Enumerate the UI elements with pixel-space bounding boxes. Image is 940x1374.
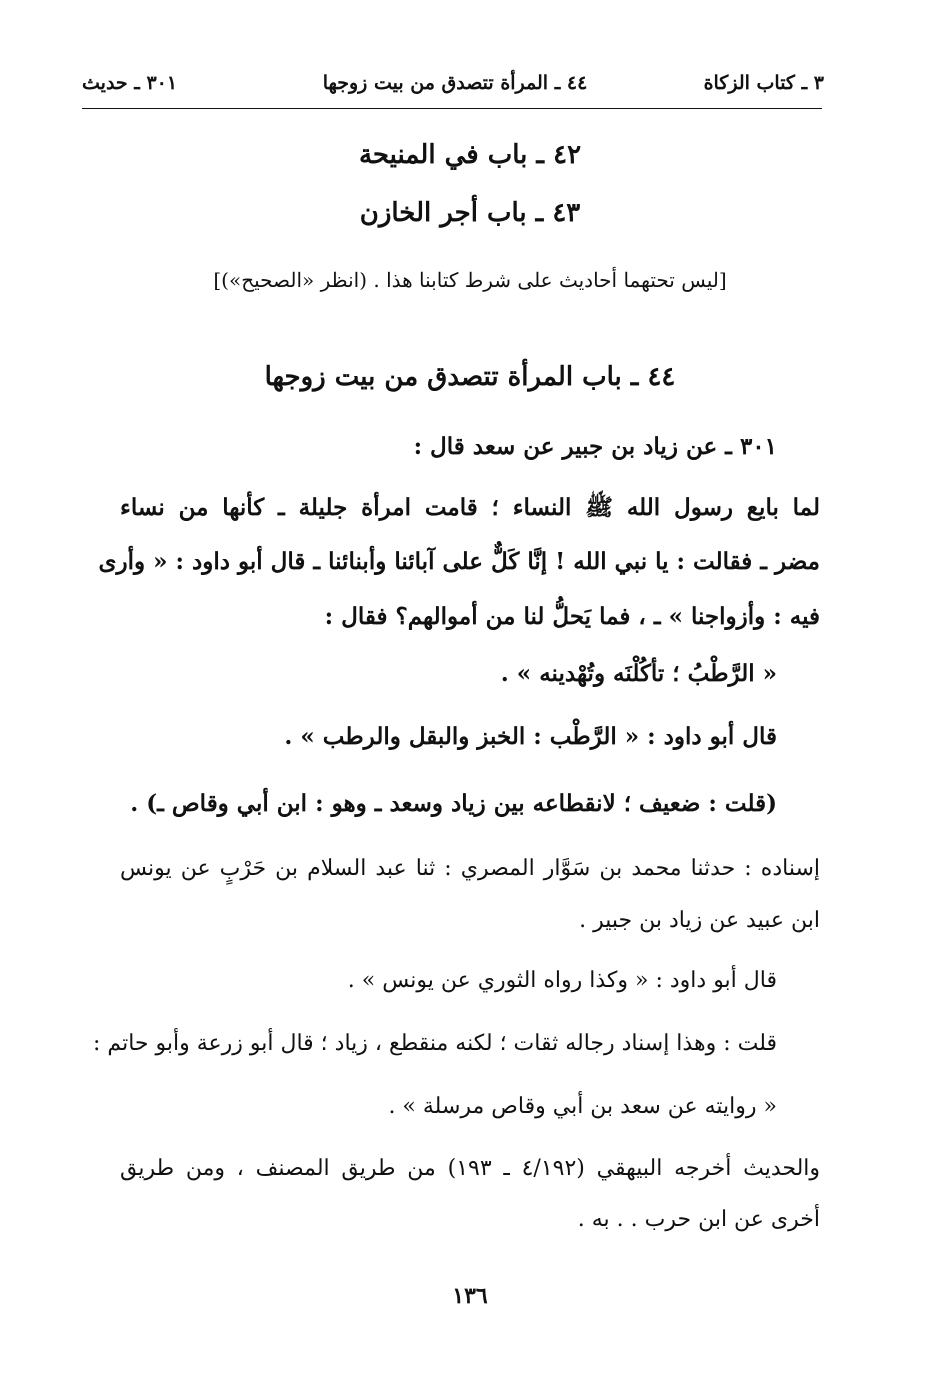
commentary-line: أخرى عن ابن حرب . . به .	[577, 1207, 820, 1232]
commentary-line: قال أبو داود : « وكذا رواه الثوري عن يونس » .	[347, 968, 777, 993]
chapter-44-title: ٤٤ ـ باب المرأة تتصدق من بيت زوجها	[264, 362, 676, 392]
header-book-title: ٣ ـ كتاب الزكاة	[703, 72, 824, 94]
header-chapter-title: ٤٤ ـ المرأة تتصدق من بيت زوجها	[322, 72, 588, 94]
commentary-line: والحديث أخرجه البيهقي (٤/١٩٢ ـ ١٩٣) من طريق المصنف ، ومن طريق	[120, 1156, 821, 1181]
hadith-grading: (قلت : ضعيف ؛ لانقطاعه بين زياد وسعد ـ وهو : ابن أبي وقاص ـ) .	[130, 790, 777, 817]
hadith-line: فيه : وأزواجنا » ـ ، فما يَحلُّ لنا من أموالهم؟ فقال :	[324, 603, 820, 630]
chapter-42-title: ٤٢ ـ باب في المنيحة	[358, 140, 582, 170]
commentary-line: ابن عبيد عن زياد بن جبير .	[579, 908, 820, 933]
hadith-abu-dawud-note: قال أبو داود : « الرَّطْب : الخبز والبقل والرطب » .	[284, 723, 777, 750]
hadith-heading: ٣٠١ ـ عن زياد بن جبير عن سعد قال :	[413, 433, 777, 460]
commentary-line: « روايته عن سعد بن أبي وقاص مرسلة » .	[388, 1094, 777, 1119]
header-divider	[82, 108, 822, 109]
header-hadith-number: ٣٠١ ـ حديث	[82, 72, 178, 94]
hadith-line: لما بايع رسول الله ﷺ النساء ؛ قامت امرأة جليلة ـ كأنها من نساء	[120, 494, 820, 521]
commentary-line: إسناده : حدثنا محمد بن سَوَّار المصري : ثنا عبد السلام بن حَرْبٍ عن يونس	[120, 856, 820, 881]
commentary-line: قلت : وهذا إسناد رجاله ثقات ؛ لكنه منقطع ، زياد ؛ قال أبو زرعة وأبو حاتم :	[93, 1031, 777, 1056]
page-number: ١٣٦	[452, 1283, 488, 1309]
hadith-quote: « الرَّطْبُ ؛ تأكُلْنَه وتُهْدينه » .	[500, 660, 777, 687]
chapters-note: [ليس تحتهما أحاديث على شرط كتابنا هذا . (انظر «الصحيح»)]	[213, 268, 727, 292]
hadith-line: مضر ـ فقالت : يا نبي الله ! إنَّا كَلٌّ على آبائنا وأبنائنا ـ قال أبو داود : « وأرى	[98, 548, 820, 575]
chapter-43-title: ٤٣ ـ باب أجر الخازن	[359, 198, 581, 228]
